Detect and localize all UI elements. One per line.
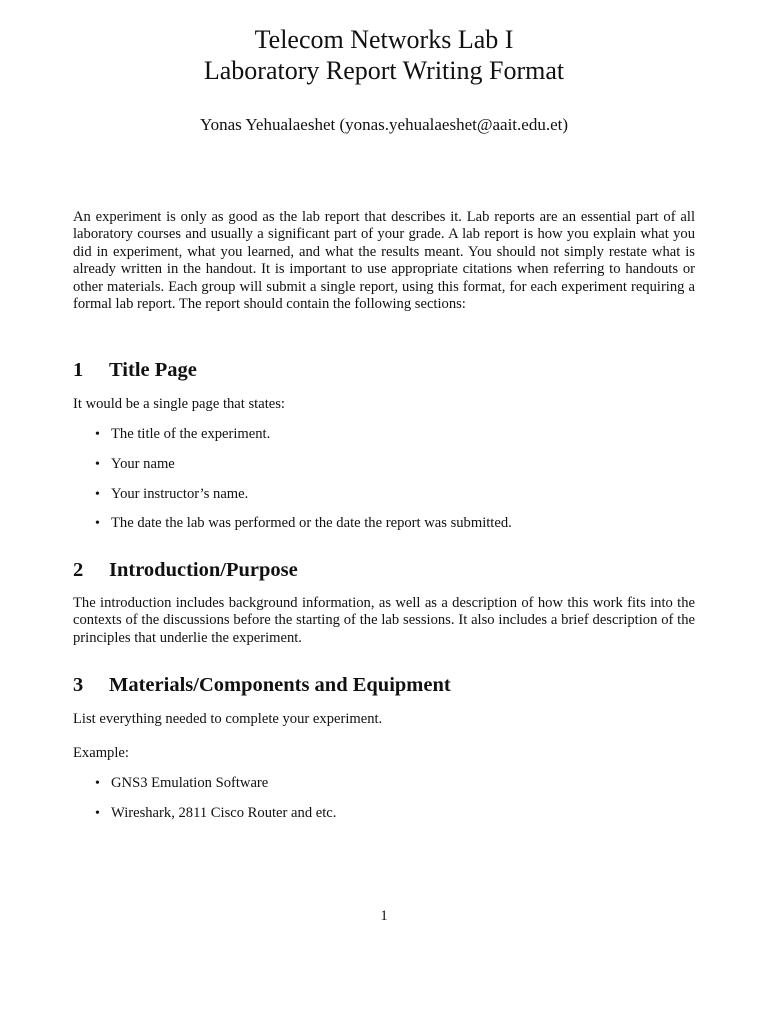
section-2-heading xyxy=(73,558,298,582)
list-item: • Wireshark, 2811 Cisco Router and etc. xyxy=(95,804,337,821)
section-1-text: It would be a single page that states: xyxy=(73,396,285,412)
bullet-icon: • xyxy=(95,456,100,472)
section-3-list xyxy=(95,775,336,835)
list-item: • Your name xyxy=(95,455,175,472)
section-3-heading xyxy=(73,673,451,697)
bullet-icon: • xyxy=(95,776,100,791)
section-3-text: List everything needed to complete your experiment. xyxy=(73,711,383,727)
list-item: • Your instructor’s name. xyxy=(95,485,249,502)
section-number: 1 xyxy=(73,359,84,381)
bullet-icon: • xyxy=(95,516,100,532)
document-title-line2: Laboratory Report Writing Format xyxy=(203,56,565,85)
section-1-heading xyxy=(73,358,197,382)
section-number: 3 xyxy=(73,674,84,696)
bullet-icon: • xyxy=(95,427,100,442)
bullet-icon: • xyxy=(95,486,100,502)
list-item: • The date the lab was performed or the date the report was submitted. xyxy=(95,515,512,532)
section-title: Materials/Components and Equipment xyxy=(109,674,451,696)
page-number: 1 xyxy=(380,908,388,924)
list-item: • GNS3 Emulation Software xyxy=(95,775,269,791)
list-item: • The title of the experiment. xyxy=(95,426,271,442)
section-number: 2 xyxy=(73,559,84,581)
bullet-icon: • xyxy=(95,805,100,821)
document-title-line1: Telecom Networks Lab I xyxy=(254,25,514,54)
section-title: Introduction/Purpose xyxy=(109,559,298,581)
example-label: Example: xyxy=(73,745,129,761)
author-line: Yonas Yehualaeshet (yonas.yehualaeshet@aait.edu.et) xyxy=(200,115,568,134)
section-2-text: The introduction includes background information, as well as a description of how this work fits into the contexts of the discussions before the starting of the lab sessions. It also includes a brief description of the principles that underlie the experiment. xyxy=(73,595,695,646)
section-1-list xyxy=(95,426,512,545)
section-title: Title Page xyxy=(109,359,197,381)
intro-paragraph: An experiment is only as good as the lab report that describes it. Lab reports are an essential part of all laboratory courses and usually a significant part of your grade. A lab report is how you explain what you did in experiment, what you learned, and what the results meant. You should not simply restate what is already written in the handout. It is important to use appropriate citations when referring to handouts or other materials. Each group will submit a single report, using this format, for each experiment requiring a formal lab report. The report should contain the following sections: xyxy=(73,209,695,313)
